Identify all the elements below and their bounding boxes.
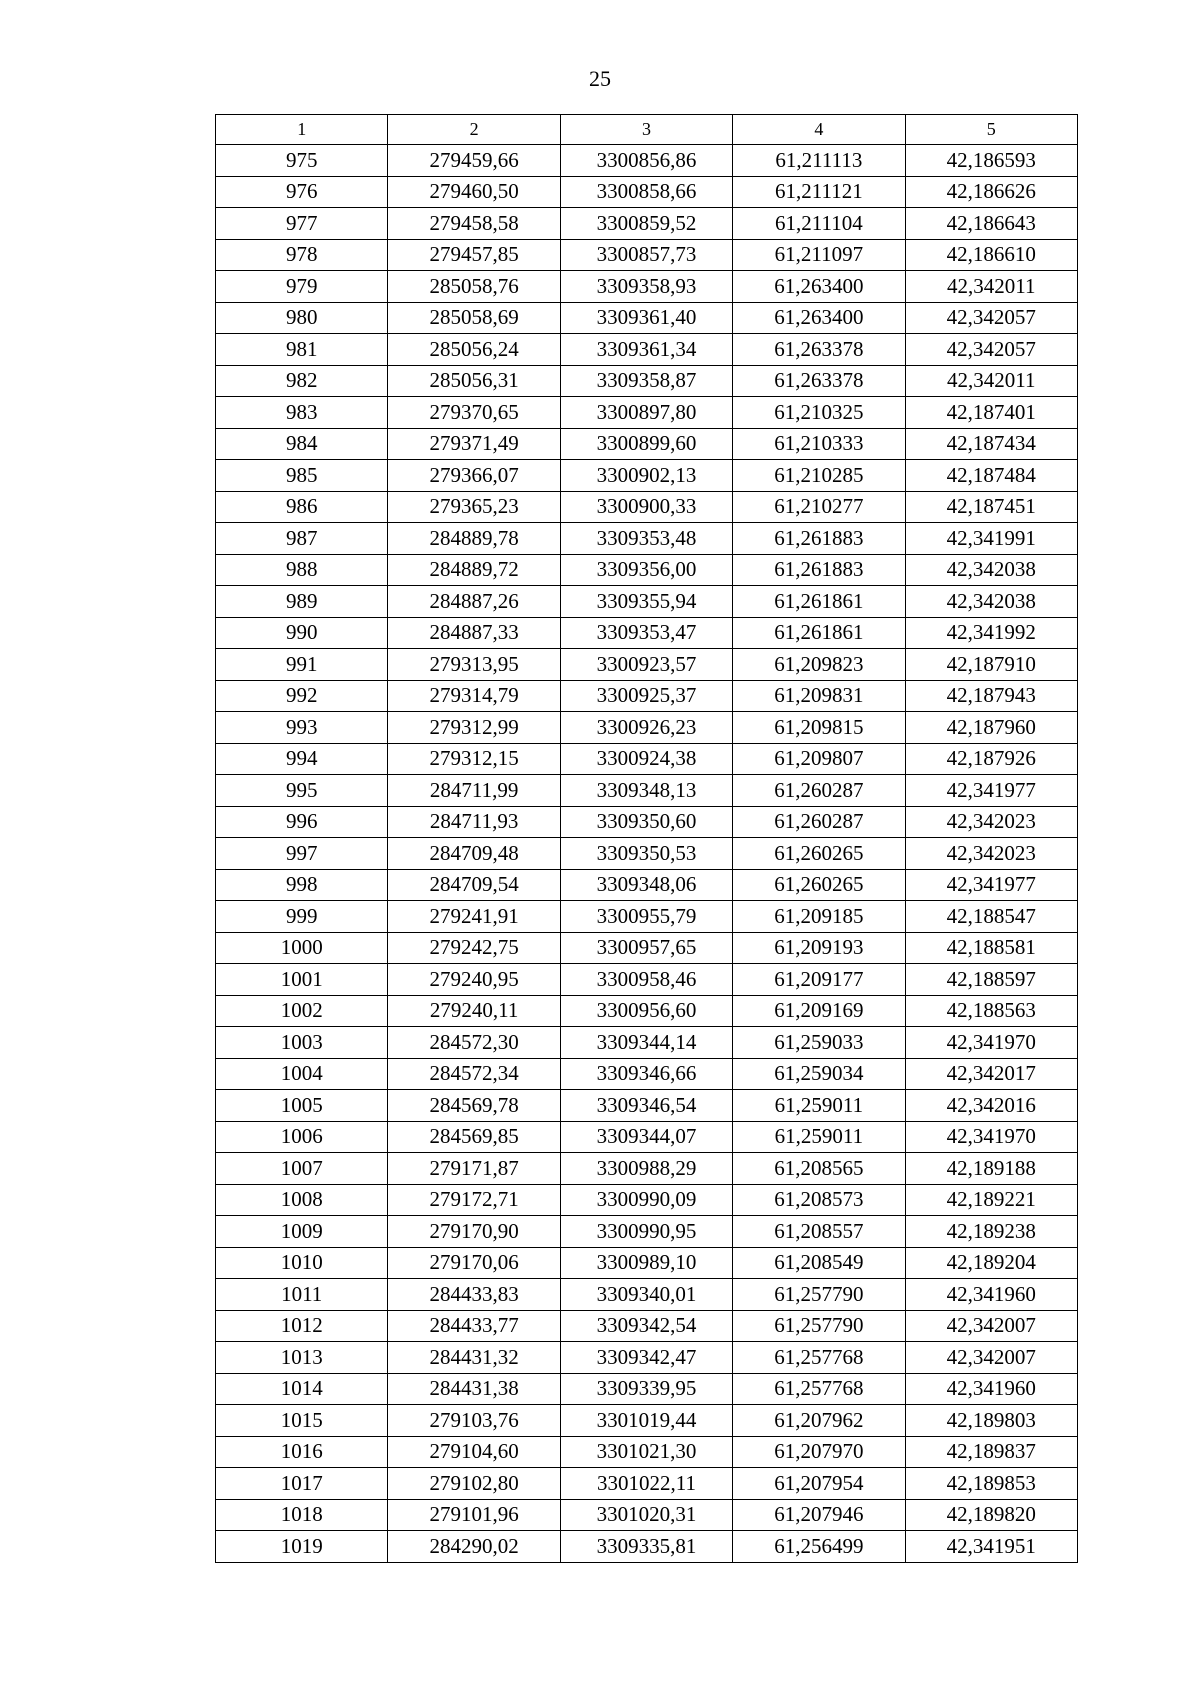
- column-header-3: 3: [560, 115, 732, 145]
- table-cell-col-3: 3300897,80: [560, 397, 732, 429]
- table-cell-col-4: 61,209831: [733, 680, 905, 712]
- table-cell-col-4: 61,211113: [733, 145, 905, 177]
- table-cell-col-2: 279170,90: [388, 1216, 560, 1248]
- table-cell-col-5: 42,341977: [905, 775, 1077, 807]
- table-cell-col-5: 42,342016: [905, 1090, 1077, 1122]
- table-cell-col-3: 3301020,31: [560, 1499, 732, 1531]
- table-cell-col-2: 285056,24: [388, 334, 560, 366]
- table-cell-col-5: 42,188563: [905, 995, 1077, 1027]
- table-cell-col-1: 1011: [216, 1279, 388, 1311]
- table-cell-col-2: 285058,69: [388, 302, 560, 334]
- table-cell-col-2: 284711,93: [388, 806, 560, 838]
- table-cell-col-2: 279170,06: [388, 1247, 560, 1279]
- table-cell-col-4: 61,211097: [733, 239, 905, 271]
- table-cell-col-3: 3300924,38: [560, 743, 732, 775]
- table-cell-col-5: 42,187943: [905, 680, 1077, 712]
- table-cell-col-3: 3309355,94: [560, 586, 732, 618]
- table-cell-col-3: 3301021,30: [560, 1436, 732, 1468]
- page-number: 25: [589, 66, 611, 91]
- table-row: [216, 334, 1078, 366]
- table-cell-col-3: 3300902,13: [560, 460, 732, 492]
- table-cell-col-5: 42,187484: [905, 460, 1077, 492]
- table-cell-col-3: 3309346,54: [560, 1090, 732, 1122]
- table-cell-col-3: 3309348,13: [560, 775, 732, 807]
- table-cell-col-2: 284431,38: [388, 1373, 560, 1405]
- table-cell-col-3: 3309350,53: [560, 838, 732, 870]
- table-cell-col-2: 279459,66: [388, 145, 560, 177]
- table-row: [216, 523, 1078, 555]
- table-cell-col-4: 61,211121: [733, 176, 905, 208]
- header-row: [216, 115, 1078, 145]
- table-row: [216, 964, 1078, 996]
- table-row: [216, 649, 1078, 681]
- table-cell-col-2: 284433,77: [388, 1310, 560, 1342]
- table-cell-col-1: 1014: [216, 1373, 388, 1405]
- table-cell-col-3: 3300957,65: [560, 932, 732, 964]
- table-cell-col-2: 279312,99: [388, 712, 560, 744]
- table-cell-col-3: 3309361,40: [560, 302, 732, 334]
- table-cell-col-3: 3309344,14: [560, 1027, 732, 1059]
- table-cell-col-1: 1006: [216, 1121, 388, 1153]
- table-row: [216, 428, 1078, 460]
- table-row: [216, 1279, 1078, 1311]
- table-cell-col-4: 61,209823: [733, 649, 905, 681]
- table-body: [216, 145, 1078, 1563]
- table-cell-col-2: 279371,49: [388, 428, 560, 460]
- table-cell-col-4: 61,210333: [733, 428, 905, 460]
- table-row: [216, 1058, 1078, 1090]
- table-cell-col-2: 284709,48: [388, 838, 560, 870]
- table-row: [216, 901, 1078, 933]
- table-cell-col-1: 1005: [216, 1090, 388, 1122]
- table-cell-col-5: 42,341992: [905, 617, 1077, 649]
- table-cell-col-5: 42,342038: [905, 554, 1077, 586]
- table-cell-col-3: 3309344,07: [560, 1121, 732, 1153]
- table-cell-col-1: 984: [216, 428, 388, 460]
- table-cell-col-2: 284889,72: [388, 554, 560, 586]
- table-row: [216, 1468, 1078, 1500]
- table-row: [216, 239, 1078, 271]
- table-cell-col-5: 42,186610: [905, 239, 1077, 271]
- table-cell-col-3: 3301022,11: [560, 1468, 732, 1500]
- table-cell-col-2: 284711,99: [388, 775, 560, 807]
- table-row: [216, 1090, 1078, 1122]
- table-row: [216, 1405, 1078, 1437]
- table-cell-col-4: 61,211104: [733, 208, 905, 240]
- table-cell-col-3: 3309353,48: [560, 523, 732, 555]
- table-cell-col-2: 279312,15: [388, 743, 560, 775]
- table-cell-col-4: 61,208557: [733, 1216, 905, 1248]
- table-cell-col-3: 3300955,79: [560, 901, 732, 933]
- table-cell-col-1: 994: [216, 743, 388, 775]
- table-cell-col-4: 61,208549: [733, 1247, 905, 1279]
- table-cell-col-4: 61,257768: [733, 1373, 905, 1405]
- table-cell-col-2: 279241,91: [388, 901, 560, 933]
- table-cell-col-5: 42,342007: [905, 1342, 1077, 1374]
- table-cell-col-5: 42,187960: [905, 712, 1077, 744]
- table-row: [216, 869, 1078, 901]
- table-row: [216, 1247, 1078, 1279]
- table-cell-col-4: 61,257790: [733, 1279, 905, 1311]
- table-row: [216, 176, 1078, 208]
- table-cell-col-2: 279104,60: [388, 1436, 560, 1468]
- table-cell-col-3: 3309342,47: [560, 1342, 732, 1374]
- table-cell-col-1: 1003: [216, 1027, 388, 1059]
- table-cell-col-5: 42,189837: [905, 1436, 1077, 1468]
- table-cell-col-4: 61,257768: [733, 1342, 905, 1374]
- table-cell-col-4: 61,256499: [733, 1531, 905, 1563]
- table-row: [216, 1342, 1078, 1374]
- table-cell-col-1: 1009: [216, 1216, 388, 1248]
- table-cell-col-3: 3300990,09: [560, 1184, 732, 1216]
- table-cell-col-4: 61,261861: [733, 617, 905, 649]
- table-cell-col-3: 3309348,06: [560, 869, 732, 901]
- table-cell-col-3: 3300926,23: [560, 712, 732, 744]
- table-cell-col-5: 42,342011: [905, 365, 1077, 397]
- table-cell-col-1: 1017: [216, 1468, 388, 1500]
- table-cell-col-5: 42,341970: [905, 1121, 1077, 1153]
- table-cell-col-2: 279460,50: [388, 176, 560, 208]
- table-row: [216, 806, 1078, 838]
- table-cell-col-5: 42,342023: [905, 806, 1077, 838]
- table-cell-col-4: 61,263378: [733, 334, 905, 366]
- table-cell-col-5: 42,186626: [905, 176, 1077, 208]
- table-cell-col-3: 3300923,57: [560, 649, 732, 681]
- table-row: [216, 460, 1078, 492]
- column-header-2: 2: [388, 115, 560, 145]
- table-row: [216, 1184, 1078, 1216]
- table-cell-col-5: 42,189188: [905, 1153, 1077, 1185]
- table-row: [216, 365, 1078, 397]
- table-cell-col-1: 1001: [216, 964, 388, 996]
- table-row: [216, 1373, 1078, 1405]
- table-cell-col-4: 61,260265: [733, 838, 905, 870]
- table-cell-col-5: 42,342023: [905, 838, 1077, 870]
- table-cell-col-2: 279101,96: [388, 1499, 560, 1531]
- table-cell-col-5: 42,186593: [905, 145, 1077, 177]
- table-cell-col-4: 61,209807: [733, 743, 905, 775]
- table-cell-col-1: 998: [216, 869, 388, 901]
- table-cell-col-5: 42,189853: [905, 1468, 1077, 1500]
- table-row: [216, 271, 1078, 303]
- table-cell-col-4: 61,210325: [733, 397, 905, 429]
- table-cell-col-4: 61,207962: [733, 1405, 905, 1437]
- table-cell-col-3: 3300858,66: [560, 176, 732, 208]
- table-cell-col-1: 976: [216, 176, 388, 208]
- table-cell-col-2: 285058,76: [388, 271, 560, 303]
- table-cell-col-1: 987: [216, 523, 388, 555]
- table-cell-col-2: 284887,33: [388, 617, 560, 649]
- table-row: [216, 680, 1078, 712]
- table-row: [216, 1531, 1078, 1563]
- table-cell-col-4: 61,257790: [733, 1310, 905, 1342]
- table-cell-col-2: 279457,85: [388, 239, 560, 271]
- table-cell-col-5: 42,189238: [905, 1216, 1077, 1248]
- table-cell-col-3: 3300989,10: [560, 1247, 732, 1279]
- table-row: [216, 1153, 1078, 1185]
- table-cell-col-1: 1004: [216, 1058, 388, 1090]
- table-cell-col-1: 1002: [216, 995, 388, 1027]
- table-row: [216, 145, 1078, 177]
- table-row: [216, 1216, 1078, 1248]
- table-cell-col-1: 1018: [216, 1499, 388, 1531]
- table-cell-col-1: 1013: [216, 1342, 388, 1374]
- table-row: [216, 1121, 1078, 1153]
- table-cell-col-2: 285056,31: [388, 365, 560, 397]
- table-cell-col-5: 42,187926: [905, 743, 1077, 775]
- table-cell-col-2: 279172,71: [388, 1184, 560, 1216]
- table-cell-col-3: 3309361,34: [560, 334, 732, 366]
- table-cell-col-3: 3300900,33: [560, 491, 732, 523]
- table-cell-col-2: 284569,78: [388, 1090, 560, 1122]
- table-cell-col-5: 42,187401: [905, 397, 1077, 429]
- table-cell-col-5: 42,342011: [905, 271, 1077, 303]
- table-cell-col-2: 279102,80: [388, 1468, 560, 1500]
- table-cell-col-4: 61,209193: [733, 932, 905, 964]
- table-cell-col-1: 1019: [216, 1531, 388, 1563]
- table-row: [216, 1027, 1078, 1059]
- table-cell-col-1: 983: [216, 397, 388, 429]
- table-cell-col-4: 61,261883: [733, 523, 905, 555]
- table-cell-col-2: 279313,95: [388, 649, 560, 681]
- table-cell-col-4: 61,209815: [733, 712, 905, 744]
- table-cell-col-2: 279365,23: [388, 491, 560, 523]
- table-cell-col-4: 61,210285: [733, 460, 905, 492]
- column-header-4: 4: [733, 115, 905, 145]
- table-cell-col-2: 279240,11: [388, 995, 560, 1027]
- table-cell-col-5: 42,188581: [905, 932, 1077, 964]
- table-cell-col-5: 42,187910: [905, 649, 1077, 681]
- table-cell-col-4: 61,260265: [733, 869, 905, 901]
- table-cell-col-1: 1015: [216, 1405, 388, 1437]
- table-cell-col-2: 284431,32: [388, 1342, 560, 1374]
- table-cell-col-5: 42,341991: [905, 523, 1077, 555]
- table-cell-col-4: 61,259011: [733, 1090, 905, 1122]
- table-cell-col-2: 279242,75: [388, 932, 560, 964]
- table-cell-col-4: 61,259011: [733, 1121, 905, 1153]
- table-cell-col-3: 3300899,60: [560, 428, 732, 460]
- column-header-5: 5: [905, 115, 1077, 145]
- table-cell-col-5: 42,341960: [905, 1373, 1077, 1405]
- table-cell-col-3: 3300925,37: [560, 680, 732, 712]
- table-cell-col-5: 42,342057: [905, 302, 1077, 334]
- table-cell-col-4: 61,260287: [733, 806, 905, 838]
- table-cell-col-1: 990: [216, 617, 388, 649]
- table-cell-col-5: 42,342007: [905, 1310, 1077, 1342]
- table-cell-col-2: 279314,79: [388, 680, 560, 712]
- table-row: [216, 208, 1078, 240]
- table-cell-col-1: 992: [216, 680, 388, 712]
- table-row: [216, 932, 1078, 964]
- table-cell-col-1: 1000: [216, 932, 388, 964]
- table-cell-col-4: 61,209177: [733, 964, 905, 996]
- table-cell-col-5: 42,341977: [905, 869, 1077, 901]
- table-cell-col-3: 3300857,73: [560, 239, 732, 271]
- table-cell-col-1: 975: [216, 145, 388, 177]
- table-cell-col-5: 42,189204: [905, 1247, 1077, 1279]
- table-cell-col-2: 284887,26: [388, 586, 560, 618]
- table-cell-col-3: 3300859,52: [560, 208, 732, 240]
- table-cell-col-3: 3309356,00: [560, 554, 732, 586]
- table-row: [216, 397, 1078, 429]
- table-row: [216, 1310, 1078, 1342]
- table-cell-col-1: 980: [216, 302, 388, 334]
- table-cell-col-3: 3309335,81: [560, 1531, 732, 1563]
- table-cell-col-5: 42,189820: [905, 1499, 1077, 1531]
- table-cell-col-3: 3301019,44: [560, 1405, 732, 1437]
- table-cell-col-5: 42,189221: [905, 1184, 1077, 1216]
- table-cell-col-1: 993: [216, 712, 388, 744]
- table-cell-col-2: 279370,65: [388, 397, 560, 429]
- table-cell-col-2: 284433,83: [388, 1279, 560, 1311]
- table-row: [216, 586, 1078, 618]
- table-cell-col-4: 61,263400: [733, 271, 905, 303]
- table-cell-col-2: 284709,54: [388, 869, 560, 901]
- table-cell-col-5: 42,342038: [905, 586, 1077, 618]
- table-cell-col-2: 279366,07: [388, 460, 560, 492]
- table-cell-col-3: 3309339,95: [560, 1373, 732, 1405]
- table-cell-col-5: 42,189803: [905, 1405, 1077, 1437]
- table-cell-col-5: 42,341960: [905, 1279, 1077, 1311]
- table-cell-col-3: 3300990,95: [560, 1216, 732, 1248]
- table-cell-col-4: 61,263378: [733, 365, 905, 397]
- table-cell-col-5: 42,342057: [905, 334, 1077, 366]
- table-cell-col-3: 3300956,60: [560, 995, 732, 1027]
- table-cell-col-3: 3309353,47: [560, 617, 732, 649]
- column-header-1: 1: [216, 115, 388, 145]
- table-cell-col-2: 284569,85: [388, 1121, 560, 1153]
- table-cell-col-4: 61,259034: [733, 1058, 905, 1090]
- table-cell-col-1: 986: [216, 491, 388, 523]
- table-cell-col-2: 284572,34: [388, 1058, 560, 1090]
- table-row: [216, 617, 1078, 649]
- table-cell-col-3: 3300988,29: [560, 1153, 732, 1185]
- table-cell-col-4: 61,207970: [733, 1436, 905, 1468]
- table-cell-col-1: 997: [216, 838, 388, 870]
- table-cell-col-1: 977: [216, 208, 388, 240]
- table-cell-col-3: 3309340,01: [560, 1279, 732, 1311]
- table-cell-col-2: 279103,76: [388, 1405, 560, 1437]
- coordinates-table: [215, 114, 1078, 1563]
- table-cell-col-4: 61,209185: [733, 901, 905, 933]
- table-cell-col-5: 42,188547: [905, 901, 1077, 933]
- table-cell-col-3: 3300856,86: [560, 145, 732, 177]
- table-row: [216, 302, 1078, 334]
- table-cell-col-2: 279240,95: [388, 964, 560, 996]
- table-cell-col-2: 279171,87: [388, 1153, 560, 1185]
- table-cell-col-2: 284889,78: [388, 523, 560, 555]
- table-cell-col-1: 988: [216, 554, 388, 586]
- table-cell-col-1: 979: [216, 271, 388, 303]
- table-cell-col-5: 42,187451: [905, 491, 1077, 523]
- table-cell-col-1: 1008: [216, 1184, 388, 1216]
- table-cell-col-5: 42,188597: [905, 964, 1077, 996]
- table-cell-col-4: 61,261861: [733, 586, 905, 618]
- table-cell-col-3: 3300958,46: [560, 964, 732, 996]
- table-cell-col-4: 61,208573: [733, 1184, 905, 1216]
- table-row: [216, 554, 1078, 586]
- table-cell-col-1: 1016: [216, 1436, 388, 1468]
- table-row: [216, 1499, 1078, 1531]
- table-cell-col-3: 3309342,54: [560, 1310, 732, 1342]
- table-row: [216, 1436, 1078, 1468]
- table-cell-col-1: 1010: [216, 1247, 388, 1279]
- table-row: [216, 712, 1078, 744]
- table-cell-col-4: 61,209169: [733, 995, 905, 1027]
- table-cell-col-1: 991: [216, 649, 388, 681]
- table-cell-col-5: 42,341970: [905, 1027, 1077, 1059]
- table-cell-col-5: 42,187434: [905, 428, 1077, 460]
- table-cell-col-3: 3309358,87: [560, 365, 732, 397]
- table-cell-col-5: 42,342017: [905, 1058, 1077, 1090]
- table-cell-col-2: 279458,58: [388, 208, 560, 240]
- table-cell-col-4: 61,259033: [733, 1027, 905, 1059]
- table-row: [216, 491, 1078, 523]
- table-cell-col-1: 996: [216, 806, 388, 838]
- table-cell-col-4: 61,210277: [733, 491, 905, 523]
- table-cell-col-4: 61,208565: [733, 1153, 905, 1185]
- table-cell-col-1: 1007: [216, 1153, 388, 1185]
- table-cell-col-3: 3309358,93: [560, 271, 732, 303]
- table-cell-col-4: 61,263400: [733, 302, 905, 334]
- table-cell-col-4: 61,260287: [733, 775, 905, 807]
- table-row: [216, 995, 1078, 1027]
- table-cell-col-1: 981: [216, 334, 388, 366]
- table-cell-col-3: 3309350,60: [560, 806, 732, 838]
- table-header: [216, 115, 1078, 145]
- table-cell-col-1: 989: [216, 586, 388, 618]
- table-cell-col-5: 42,341951: [905, 1531, 1077, 1563]
- table-row: [216, 775, 1078, 807]
- table-cell-col-4: 61,207946: [733, 1499, 905, 1531]
- table-cell-col-1: 999: [216, 901, 388, 933]
- table-cell-col-1: 1012: [216, 1310, 388, 1342]
- table-cell-col-5: 42,186643: [905, 208, 1077, 240]
- table-row: [216, 838, 1078, 870]
- table-cell-col-2: 284572,30: [388, 1027, 560, 1059]
- table-cell-col-4: 61,207954: [733, 1468, 905, 1500]
- table-cell-col-1: 978: [216, 239, 388, 271]
- table-cell-col-4: 61,261883: [733, 554, 905, 586]
- table-cell-col-1: 985: [216, 460, 388, 492]
- table-row: [216, 743, 1078, 775]
- table-cell-col-3: 3309346,66: [560, 1058, 732, 1090]
- table-cell-col-1: 982: [216, 365, 388, 397]
- table-cell-col-1: 995: [216, 775, 388, 807]
- table-cell-col-2: 284290,02: [388, 1531, 560, 1563]
